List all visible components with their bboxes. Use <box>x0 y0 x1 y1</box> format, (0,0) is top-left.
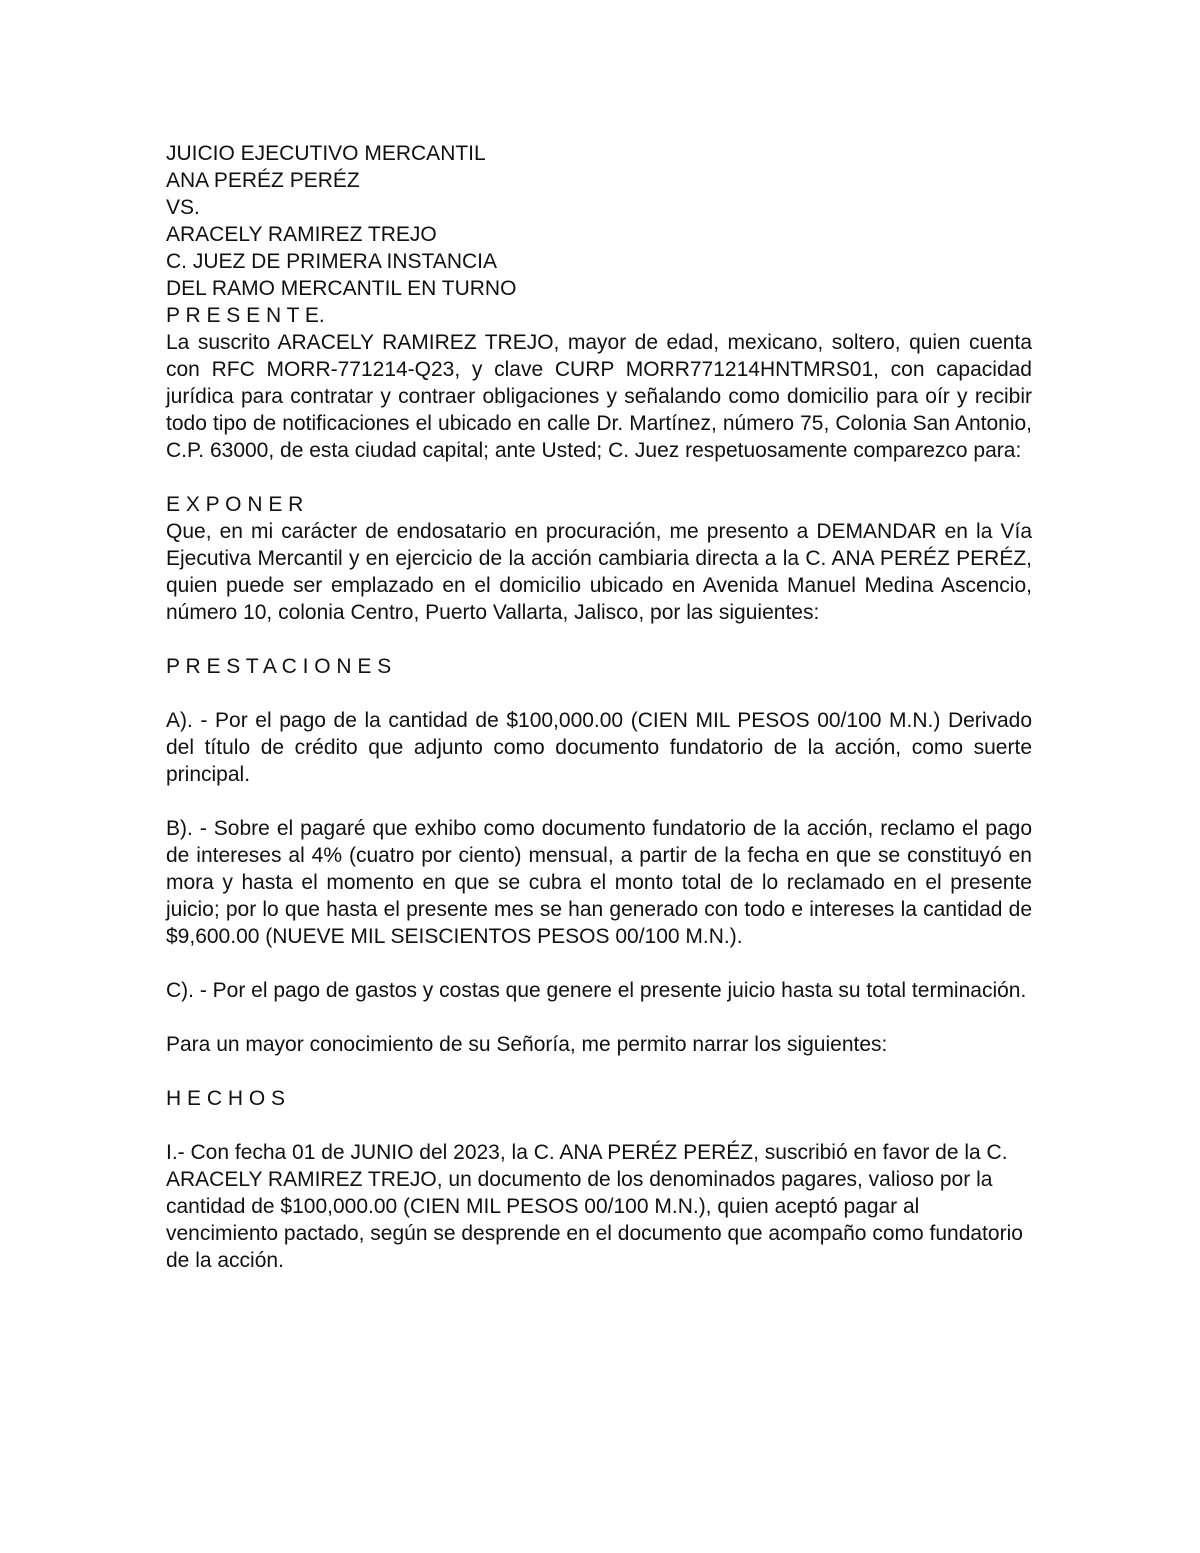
versus: VS. <box>166 196 200 219</box>
hechos-heading: H E C H O S <box>166 1087 286 1110</box>
narrative-intro: Para un mayor conocimiento de su Señoría, me permito narrar los siguientes: <box>166 1033 888 1056</box>
exponer-paragraph: Que, en mi carácter de endosatario en procuración, me presento a DEMANDAR en la Vía Ejecutiva Mercantil y en ejercicio de la acción cambiaria directa a la C. ANA PERÉZ PERÉZ, quien puede ser emplazado en el domicilio ubicado en Avenida Manuel Medina Ascencio, número 10, colonia Centro, Puerto Vallarta, Jalisco, por las siguientes: <box>166 520 1032 624</box>
prestacion-c: C). - Por el pago de gastos y costas que genere el presente juicio hasta su total terminación. <box>166 979 1027 1002</box>
prestaciones-heading: P R E S T A C I O N E S <box>166 655 392 678</box>
defendant-name: ARACELY RAMIREZ TREJO <box>166 223 437 246</box>
intro-paragraph: La suscrito ARACELY RAMIREZ TREJO, mayor de edad, mexicano, soltero, quien cuenta con RFC MORR-771214-Q23, y clave CURP MORR771214HNTMRS01, con capacidad jurídica para contratar y contraer obligaciones y señalando como domicilio para oír y recibir todo tipo de notificaciones el ubicado en calle Dr. Martínez, número 75, Colonia San Antonio, C.P. 63000, de esta ciudad capital; ante Usted; C. Juez respetuosamente comparezco para: <box>166 331 1032 462</box>
prestacion-b: B). - Sobre el pagaré que exhibo como documento fundatorio de la acción, reclamo el pago de intereses al 4% (cuatro por ciento) mensual, a partir de la fecha en que se constituyó en mora y hasta el momento en que se cubra el monto total de lo reclamado en el presente juicio; por lo que hasta el presente mes se han generado con todo e intereses la cantidad de $9,600.00 (NUEVE MIL SEISCIENTOS PESOS 00/100 M.N.). <box>166 817 1032 948</box>
plaintiff-name: ANA PERÉZ PERÉZ <box>166 169 360 192</box>
case-type: JUICIO EJECUTIVO MERCANTIL <box>166 142 486 165</box>
judge-line-1: C. JUEZ DE PRIMERA INSTANCIA <box>166 250 497 273</box>
hecho-1: I.- Con fecha 01 de JUNIO del 2023, la C. ANA PERÉZ PERÉZ, suscribió en favor de la C. ARACELY RAMIREZ TREJO, un documento de los denominados pagares, valioso por la cantidad de $100,000.00 (CIEN MIL PESOS 00/100 M.N.), quien aceptó pagar al vencimiento pactado, según se desprende en el documento que acompaño como fundatorio de la acción. <box>166 1141 1023 1272</box>
document-page <box>166 140 1032 1274</box>
prestacion-a: A). - Por el pago de la cantidad de $100,000.00 (CIEN MIL PESOS 00/100 M.N.) Derivado del título de crédito que adjunto como documento fundatorio de la acción, como suerte principal. <box>166 709 1032 786</box>
presente: P R E S E N T E. <box>166 304 325 327</box>
exponer-heading: E X P O N E R <box>166 493 304 516</box>
judge-line-2: DEL RAMO MERCANTIL EN TURNO <box>166 277 517 300</box>
